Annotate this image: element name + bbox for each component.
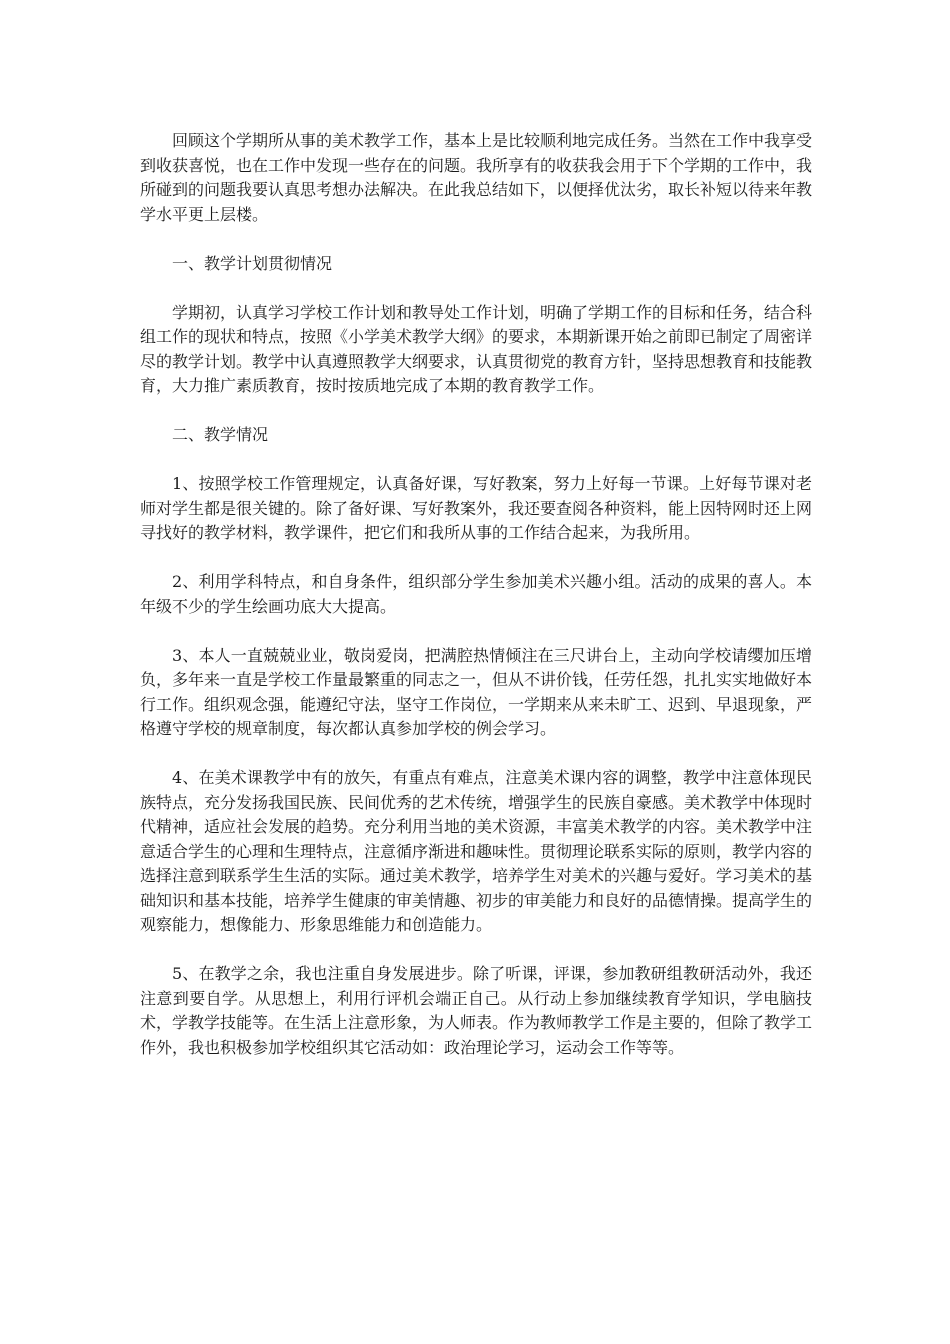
teaching-paragraph-5: 5、在教学之余，我也注重自身发展进步。除了听课，评课，参加教研组教研活动外，我还注意到要自学。从思想上，利用行评机会端正自己。从行动上参加继续教育学知识，学电脑技术，学教学技能等。在生活上注意形象，为人师表。作为教师教学工作是主要的，但除了教学工作外，我也积极参加学校组织其它活动如：政治理论学习，运动会工作等等。 bbox=[140, 964, 813, 1057]
teaching-paragraph-1: 1、按照学校工作管理规定，认真备好课，写好教案，努力上好每一节课。上好每节课对老师对学生都是很关键的。除了备好课、写好教案外，我还要查阅各种资料，能上因特网时还上网寻找好的教学材料，教学课件，把它们和我所从事的工作结合起来，为我所用。 bbox=[140, 474, 813, 542]
plan-paragraph: 学期初，认真学习学校工作计划和教导处工作计划，明确了学期工作的目标和任务，结合科组工作的现状和特点，按照《小学美术教学大纲》的要求，本期新课开始之前即已制定了周密详尽的教学计划。教学中认真遵照教学大纲要求，认真贯彻党的教育方针，坚持思想教育和技能教育，大力推广素质教育，按时按质地完成了本期的教育教学工作。 bbox=[140, 302, 813, 395]
document-body bbox=[140, 129, 812, 1085]
intro-paragraph: 回顾这个学期所从事的美术教学工作，基本上是比较顺利地完成任务。当然在工作中我享受到收获喜悦，也在工作中发现一些存在的问题。我所享有的收获我会用于下个学期的工作中，我所碰到的问题我要认真思考想办法解决。在此我总结如下，以便择优汰劣，取长补短以待来年教学水平更上层楼。 bbox=[140, 131, 813, 224]
section-heading-teaching: 二、教学情况 bbox=[172, 425, 269, 444]
teaching-paragraph-2: 2、利用学科特点，和自身条件，组织部分学生参加美术兴趣小组。活动的成果的喜人。本年级不少的学生绘画功底大大提高。 bbox=[140, 572, 812, 616]
teaching-paragraph-3: 3、本人一直兢兢业业，敬岗爱岗，把满腔热情倾注在三尺讲台上，主动向学校请缨加压增负，多年来一直是学校工作量最繁重的同志之一，但从不讲价钱，任劳任怨，扎扎实实地做好本行工作。组织观念强，能遵纪守法，坚守工作岗位，一学期来从来未旷工、迟到、早退现象，严格遵守学校的规章制度，每次都认真参加学校的例会学习。 bbox=[140, 645, 813, 738]
teaching-paragraph-4: 4、在美术课教学中有的放矢，有重点有难点，注意美术课内容的调整，教学中注意体现民族特点，充分发扬我国民族、民间优秀的艺术传统，增强学生的民族自豪感。美术教学中体现时代精神，适应社会发展的趋势。充分利用当地的美术资源，丰富美术教学的内容。美术教学中注意适合学生的心理和生理特点，注意循序渐进和趣味性。贯彻理论联系实际的原则，教学内容的选择注意到联系学生生活的实际。通过美术教学，培养学生对美术的兴趣与爱好。学习美术的基础知识和基本技能，培养学生健康的审美情趣、初步的审美能力和良好的品德情操。提高学生的观察能力，想像能力、形象思维能力和创造能力。 bbox=[140, 768, 813, 934]
section-heading-plan: 一、教学计划贯彻情况 bbox=[172, 253, 333, 273]
